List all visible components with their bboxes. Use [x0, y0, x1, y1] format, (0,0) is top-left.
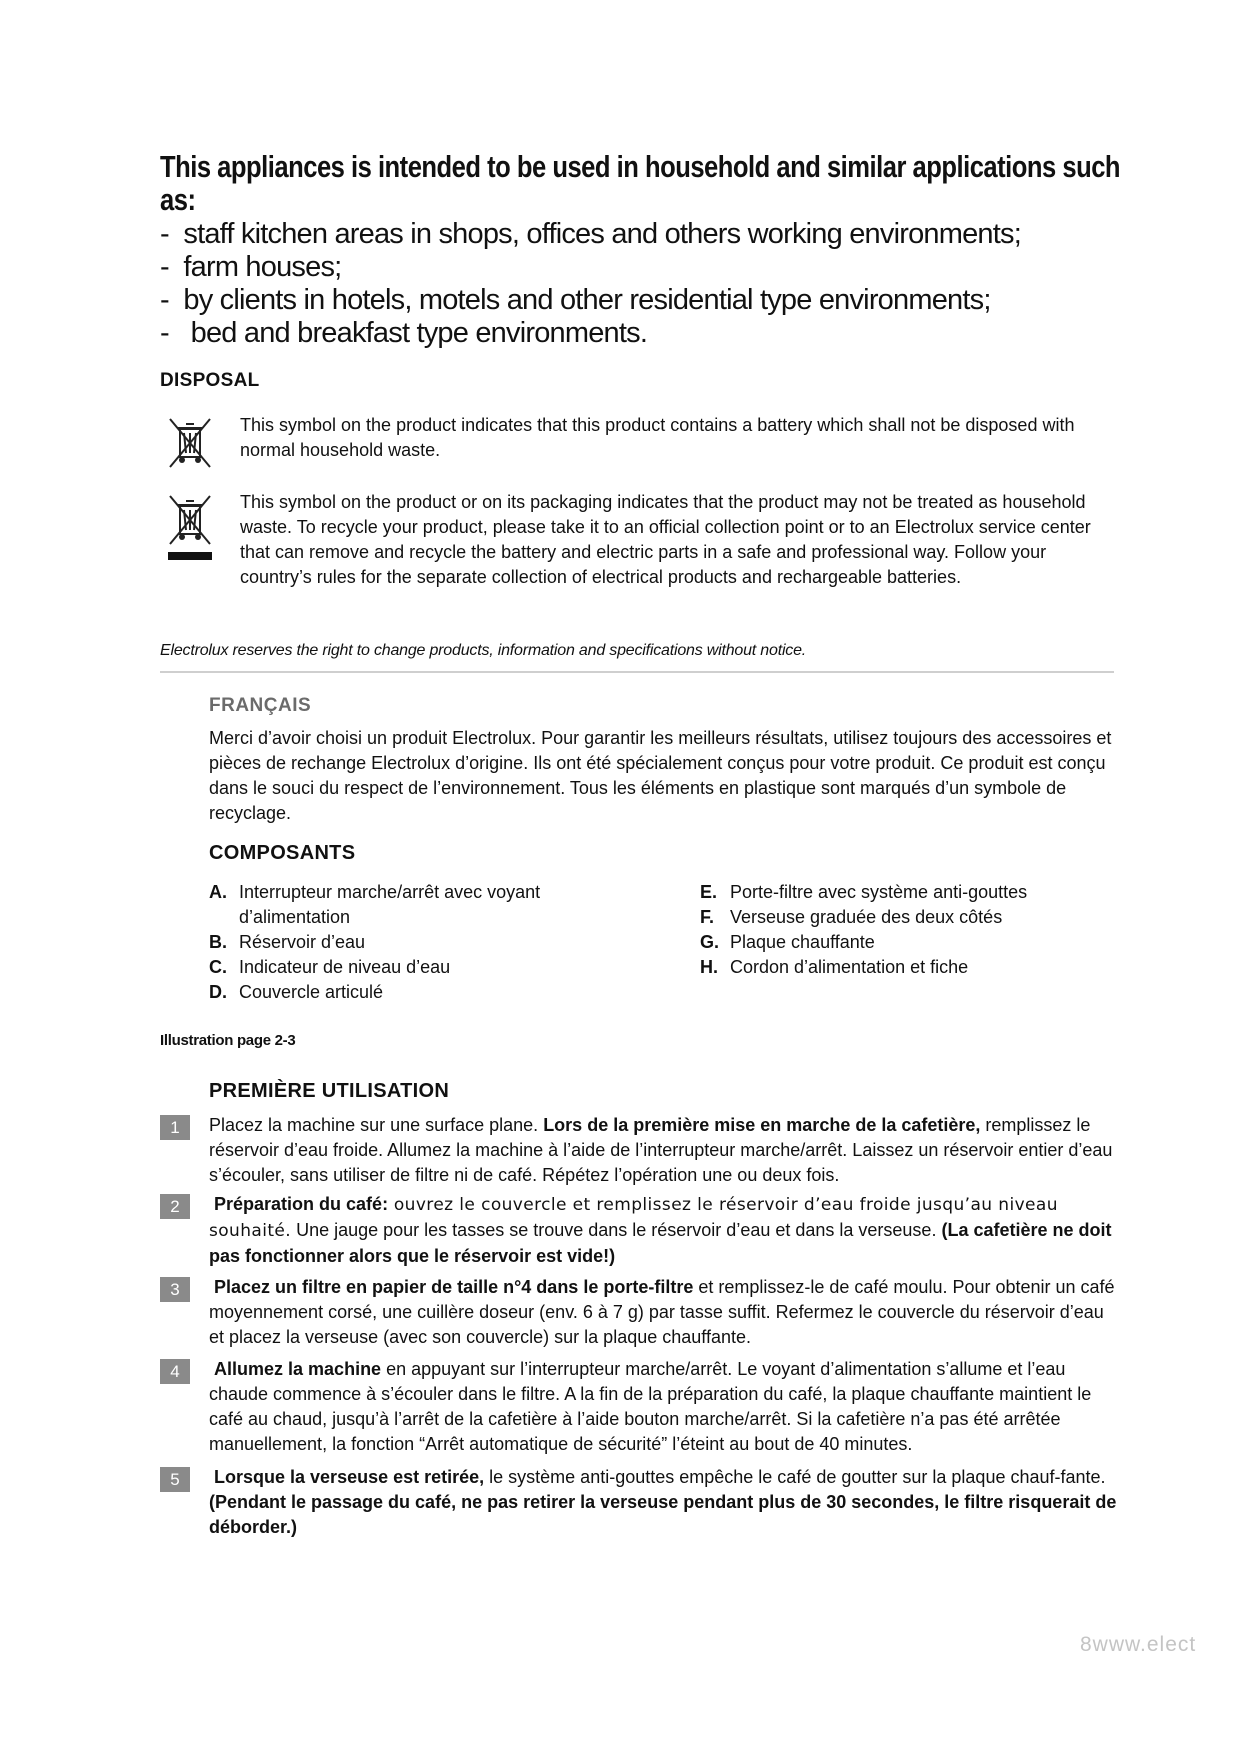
- premiere-utilisation-heading: PREMIÈRE UTILISATION: [209, 1080, 450, 1102]
- composants-list-right: [700, 880, 1120, 980]
- language-heading: FRANÇAIS: [209, 695, 312, 716]
- battery-disposal-text: This symbol on the product indicates that this product contains a battery which shall not be disposed with normal household waste.: [240, 415, 1075, 460]
- composants-heading: COMPOSANTS: [209, 842, 356, 864]
- list-item: H. Cordon d’alimentation et fiche: [700, 957, 969, 977]
- list-item: - farm houses;: [160, 251, 342, 283]
- step-text: Placez la machine sur une surface plane. Lors de la première mise en marche de la cafetière, remplissez le réservoir d’eau froide. Allumez la machine à l’aide de l’interrupteur marche/arrêt. Laissez un réservoir entier d’eau s’écouler, sans utiliser de filtre ni de café. Répétez l’opération une ou deux fois.: [209, 1115, 1113, 1185]
- intro-title: [160, 149, 1121, 217]
- composants-list-left: [209, 880, 629, 1005]
- list-item: E. Porte-filtre avec système anti-gouttes: [700, 882, 1028, 902]
- intro-title-line-2: as:: [160, 182, 196, 217]
- weee-disposal-text: This symbol on the product or on its packaging indicates that the product may not be treated as household waste. To recycle your product, please take it to an official collection point or to an Electrolux service center that can remove and recycle the battery and electric parts in a safe and professional way. Follow your country’s rules for the separate collection of electrical products and rechargeable batteries.: [240, 492, 1091, 587]
- list-item: B. Réservoir d’eau: [209, 932, 366, 952]
- list-item: D. Couvercle articulé: [209, 982, 384, 1002]
- step-number-badge: 3: [160, 1277, 190, 1302]
- intro-title-line-1: This appliances is intended to be used in household and similar applications such: [160, 149, 1121, 184]
- step-number-badge: 5: [160, 1467, 190, 1492]
- step-text: Allumez la machine en appuyant sur l’interrupteur marche/arrêt. Le voyant d’alimentation s’allume et l’eau chaude commence à s’écouler dans le filtre. A la fin de la préparation du café, la plaque chauffante maintient le café au chaud, jusqu’à l’arrêt de la cafetière à l’aide bouton marche/arrêt. Si la cafetière n’a pas été arrêtée manuellement, la fonction “Arrêt automatique de sécurité” l’éteint au bout de 40 minutes.: [209, 1359, 1092, 1454]
- step-text: Préparation du café: ouvrez le couvercle et remplissez le réservoir d’eau froide jusqu’au niveau souhaité. Une jauge pour les tasses se trouve dans le réservoir d’eau et dans la verseuse. (La cafetière ne doit pas fonctionner alors que le réservoir est vide!): [209, 1194, 1112, 1266]
- list-item: F. Verseuse graduée des deux côtés: [700, 907, 1003, 927]
- list-item: C. Indicateur de niveau d’eau: [209, 957, 451, 977]
- list-item: - bed and breakfast type environments.: [160, 317, 648, 349]
- step-number-badge: 2: [160, 1194, 190, 1219]
- step-number-badge: 4: [160, 1359, 190, 1384]
- crossed-out-wheelie-bin-bar-icon: [166, 492, 214, 562]
- disposal-heading: DISPOSAL: [160, 370, 260, 391]
- watermark: 8www.elect: [1080, 1633, 1197, 1656]
- step-number-badge: 1: [160, 1115, 190, 1140]
- list-item: A. Interrupteur marche/arrêt avec voyant d’alimentation: [209, 882, 541, 927]
- illustration-note: Illustration page 2-3: [160, 1032, 296, 1049]
- reserve-note: Electrolux reserves the right to change products, information and specifications without notice.: [160, 642, 807, 659]
- step-text: Placez un filtre en papier de taille n°4 dans le porte-filtre et remplissez-le de café moulu. Pour obtenir un café moyennement corsé, une cuillère doseur (env. 6 à 7 g) par tasse suffit. Refermez le couvercle du réservoir d’eau et placez la verseuse (avec son couvercle) sur la plaque chauffante.: [209, 1277, 1115, 1347]
- crossed-out-wheelie-bin-icon: [166, 415, 214, 485]
- section-divider: [160, 671, 1114, 673]
- step-text: Lorsque la verseuse est retirée, le système anti-gouttes empêche le café de goutter sur la plaque chauf-fante. (Pendant le passage du café, ne pas retirer la verseuse pendant plus de 30 secondes, le filtre risquerait de déborder.): [209, 1467, 1117, 1537]
- intro-usage-list: [160, 218, 1120, 350]
- list-item: - by clients in hotels, motels and other residential type environments;: [160, 284, 991, 316]
- list-item: - staff kitchen areas in shops, offices and others working environments;: [160, 218, 1021, 250]
- list-item: G. Plaque chauffante: [700, 932, 875, 952]
- french-intro-paragraph: Merci d’avoir choisi un produit Electrolux. Pour garantir les meilleurs résultats, utilisez toujours des accessoires et pièces de rechange Electrolux d’origine. Ils ont été spécialement conçus pour votre produit. Ce produit est conçu dans le souci du respect de l’environnement. Tous les éléments en plastique sont marqués d’un symbole de recyclage.: [209, 728, 1112, 823]
